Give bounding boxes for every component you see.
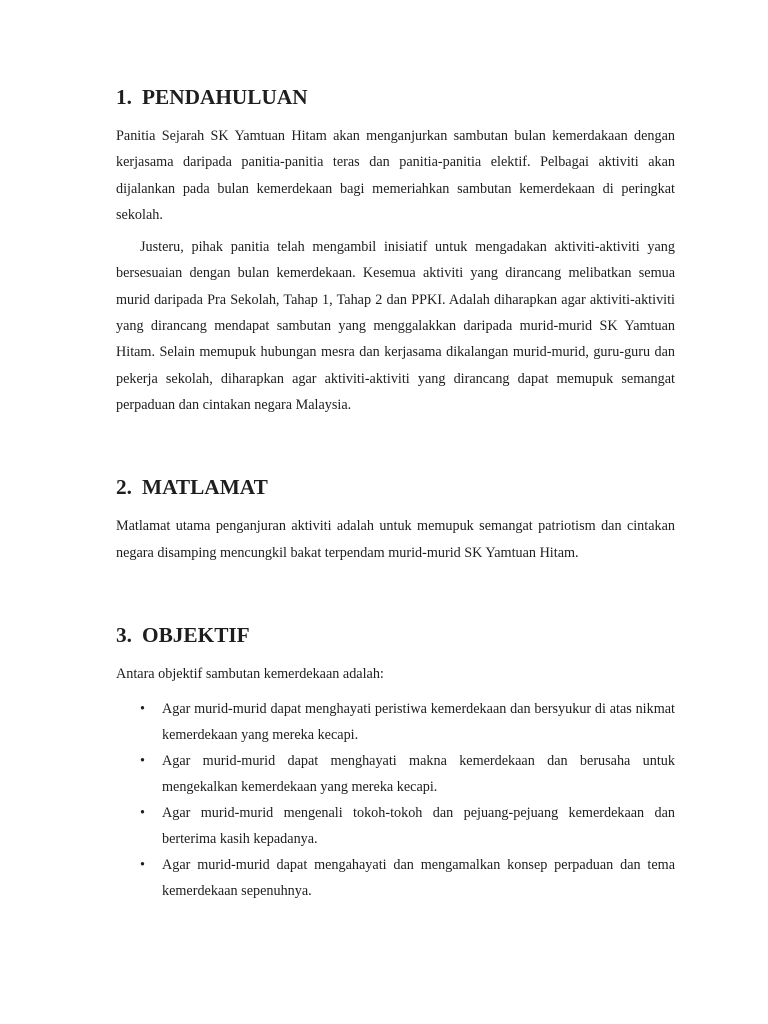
list-item-text: Agar murid-murid dapat mengahayati dan mengamalkan konsep perpaduan dan tema kemerdekaan sepenuhnya. bbox=[162, 857, 675, 900]
bullet-icon: • bbox=[140, 753, 145, 770]
objektif-list bbox=[116, 696, 675, 904]
pendahuluan-paragraph-2: Justeru, pihak panitia telah mengambil inisiatif untuk mengadakan aktiviti-aktiviti yang bersesuaian dengan bulan kemerdekaan. Kesemua aktiviti yang dirancang melibatkan semua murid daripada Pra Sekolah, Tahap 1, Tahap 2 dan PPKI. Adalah diharapkan agar aktiviti-aktiviti yang dirancang mendapat sambutan yang menggalakkan daripada murid-murid SK Yamtuan Hitam. Selain memupuk hubungan mesra dan kerjasama dikalangan murid-murid, guru-guru dan pekerja sekolah, diharapkan agar aktiviti-aktiviti yang dirancang dapat memupuk semangat perpaduan dan cintakan negara Malaysia. bbox=[116, 239, 675, 413]
section-number: 1. bbox=[116, 85, 132, 109]
section-title: PENDAHULUAN bbox=[142, 85, 308, 109]
section-heading-matlamat bbox=[116, 475, 675, 500]
list-item bbox=[116, 852, 675, 904]
list-item bbox=[116, 800, 675, 852]
section-heading-pendahuluan bbox=[116, 87, 675, 107]
section-heading-objektif bbox=[116, 622, 675, 647]
section-number: 2. bbox=[116, 475, 132, 500]
bullet-icon: • bbox=[140, 805, 145, 822]
list-item bbox=[116, 748, 675, 800]
document-page bbox=[116, 87, 675, 904]
list-item-text: Agar murid-murid dapat menghayati peristiwa kemerdekaan dan bersyukur di atas nikmat kemerdekaan yang mereka kecapi. bbox=[162, 701, 675, 744]
matlamat-paragraph: Matlamat utama penganjuran aktiviti adalah untuk memupuk semangat patriotism dan cintakan negara disamping mencungkil bakat terpendam murid-murid SK Yamtuan Hitam. bbox=[116, 518, 675, 561]
bullet-icon: • bbox=[140, 701, 145, 718]
section-title: MATLAMAT bbox=[142, 475, 268, 500]
list-item bbox=[116, 696, 675, 748]
objektif-intro: Antara objektif sambutan kemerdekaan adalah: bbox=[116, 665, 384, 682]
section-title: OBJEKTIF bbox=[142, 622, 250, 647]
bullet-icon: • bbox=[140, 857, 145, 874]
list-item-text: Agar murid-murid dapat menghayati makna kemerdekaan dan berusaha untuk mengekalkan kemerdekaan yang mereka kecapi. bbox=[162, 753, 675, 796]
list-item-text: Agar murid-murid mengenali tokoh-tokoh dan pejuang-pejuang kemerdekaan dan berterima kasih kepadanya. bbox=[162, 805, 675, 848]
section-number: 3. bbox=[116, 622, 132, 647]
pendahuluan-paragraph-1: Panitia Sejarah SK Yamtuan Hitam akan menganjurkan sambutan bulan kemerdakaan dengan kerjasama daripada panitia-panitia teras dan panitia-panitia elektif. Pelbagai aktiviti akan dijalankan pada bulan kemerdekaan bagi memeriahkan sambutan kemerdekaan di peringkat sekolah. bbox=[116, 128, 675, 223]
